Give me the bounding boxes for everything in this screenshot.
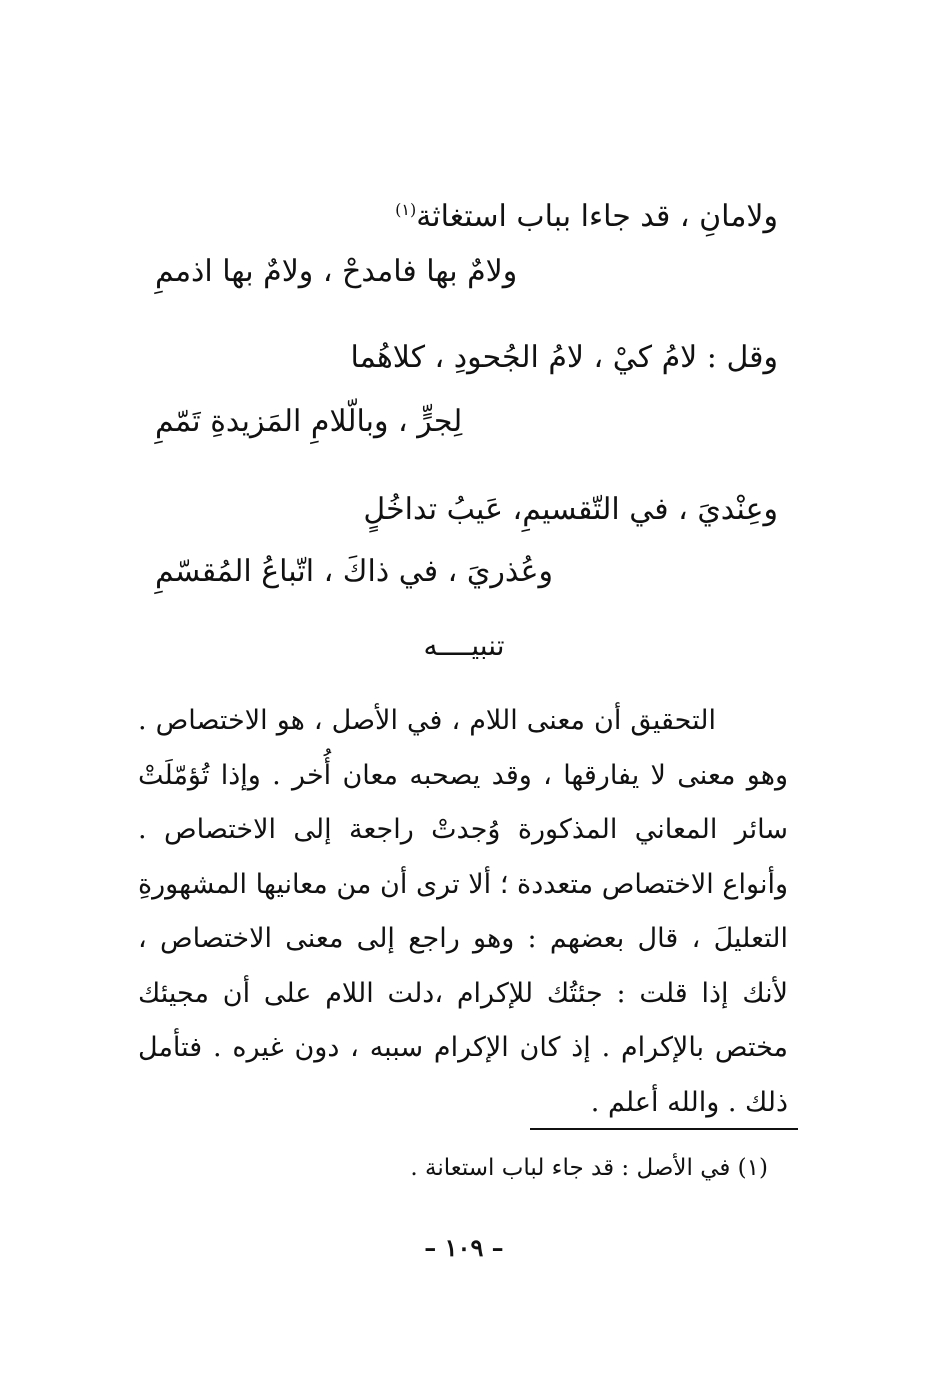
verse-2-second-hemistich: لِجرٍّ ، وبالّلامِ المَزيدةِ تَمّمِ: [155, 404, 463, 439]
footnote-divider: [530, 1128, 798, 1130]
verse-1-first-hemistich: [395, 190, 778, 237]
verse-1-second-hemistich: ولامٌ بها فامدحْ ، ولامٌ بها اذممِ: [155, 254, 518, 289]
body-paragraph: التحقيق أن معنى اللام ، في الأصل ، هو الاختصاص . وهو معنى لا يفارقها ، وقد يصحبه معان أُخر . وإذا تُؤمّلَتْ سائر المعاني المذكورة وُجدتْ راجعة إلى الاختصاص . وأنواع الاختصاص متعددة ؛ ألا ترى أن من معانيها المشهورةِ التعليلَ ، قال بعضهم : وهو راجع إلى معنى الاختصاص ، لأنك إذا قلت : جئتُك للإكرام ،دلت اللام على أن مجيئك مختص بالإكرام . إذ كان الإكرام سببه ، دون غيره . فتأمل ذلك . والله أعلم .: [138, 705, 788, 1118]
footnote-marker: (١): [395, 200, 417, 219]
section-heading: تنبيــــه: [423, 629, 505, 662]
verse-3-first-hemistich: وعِنْديَ ، في التّقسيمِ، عَيبُ تداخُلٍ: [363, 492, 778, 527]
verse-2-first-hemistich: وقل : لامُ كيْ ، لامُ الجُحودِ ، كلاهُما: [350, 340, 778, 375]
verse-1-first-text: ولامانِ ، قد جاءا بباب استغاثة: [416, 199, 778, 234]
verse-3-second-hemistich: وعُذريَ ، في ذاكَ ، اتّباعُ المُقسّمِ: [155, 554, 553, 589]
page-number: – ١٠٩ –: [424, 1233, 504, 1262]
footnote: (١) في الأصل : قد جاء لباب استعانة .: [410, 1155, 768, 1181]
